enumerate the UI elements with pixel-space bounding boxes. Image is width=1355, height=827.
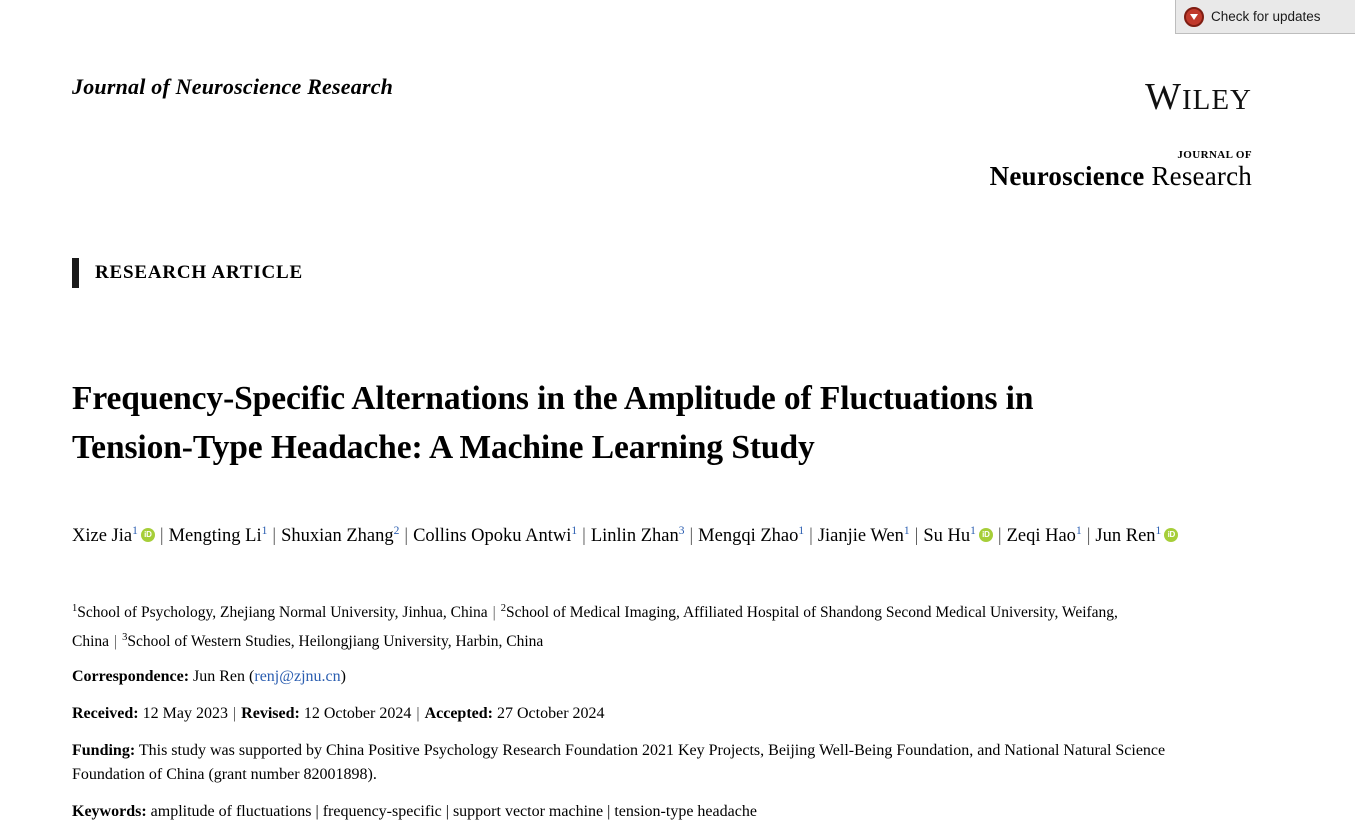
- affiliation-separator: |: [492, 604, 496, 622]
- accepted-date: 27 October 2024: [496, 705, 605, 722]
- author-entry: [413, 526, 577, 546]
- check-for-updates-badge[interactable]: [1175, 0, 1355, 34]
- correspondence-label: Correspondence:: [72, 668, 190, 685]
- author-name: Jianjie Wen: [817, 526, 904, 547]
- author-entry: [1007, 526, 1082, 546]
- wiley-logo-first-letter: W: [1145, 76, 1182, 118]
- orcid-icon[interactable]: [1164, 528, 1178, 542]
- author-separator: |: [809, 526, 813, 547]
- author-name: Xize Jia: [72, 526, 133, 547]
- accepted-label: Accepted:: [424, 705, 493, 722]
- author-name: Mengqi Zhao: [698, 526, 799, 547]
- affiliation-text: School of Medical Imaging, Affiliated Hospital of Shandong Second Medical University, Weifang, China: [72, 604, 1118, 651]
- keywords-label: Keywords:: [72, 803, 147, 820]
- author-entry: [169, 526, 268, 546]
- affiliation-marker: 3: [122, 632, 128, 644]
- revised-label: Revised:: [241, 705, 300, 722]
- crossmark-icon: [1184, 7, 1204, 27]
- article-type-label: RESEARCH ARTICLE: [95, 262, 303, 283]
- author-separator: |: [997, 526, 1002, 547]
- affiliation-text: School of Western Studies, Heilongjiang University, Harbin, China: [127, 633, 544, 651]
- received-date: 12 May 2023: [142, 705, 228, 722]
- affiliation-entry: [72, 604, 488, 621]
- funding-row: [72, 739, 1242, 787]
- author-affiliation-marker: 1: [132, 525, 138, 537]
- dates-row: [72, 702, 1242, 726]
- affiliation-text: School of Psychology, Zhejiang Normal University, Jinhua, China: [77, 604, 488, 622]
- correspondence-paren-close: ): [340, 668, 346, 685]
- received-label: Received:: [72, 705, 139, 722]
- author-separator: |: [689, 526, 694, 547]
- author-entry: [591, 526, 685, 546]
- author-affiliation-marker: 3: [678, 525, 685, 537]
- affiliation-list: [72, 596, 1182, 654]
- author-affiliation-marker: 1: [571, 525, 578, 537]
- affiliation-separator: |: [114, 633, 118, 651]
- author-entry: [1095, 526, 1178, 546]
- orcid-icon[interactable]: [979, 528, 993, 542]
- author-affiliation-marker: 1: [1075, 525, 1082, 537]
- author-entry: [281, 526, 399, 546]
- orcid-icon[interactable]: [141, 528, 155, 542]
- author-entry: [698, 526, 804, 546]
- funding-text: This study was supported by China Positive Psychology Research Foundation 2021 Key Projects, Beijing Well-Being Foundation, and National Natural Science Foundation of China (grant number 82001898).: [72, 742, 1166, 783]
- page-title: Frequency-Specific Alternations in the Amplitude of Fluctuations in Tension-Type Headache: A Machine Learning Study: [72, 380, 1034, 467]
- journal-logo-main-bold: Neuroscience: [989, 161, 1145, 191]
- keywords-text: amplitude of fluctuations | frequency-specific | support vector machine | tension-type headache: [150, 803, 757, 820]
- wiley-logo-rest: ILEY: [1181, 84, 1252, 116]
- author-separator: |: [1086, 526, 1091, 547]
- author-separator: |: [272, 526, 277, 547]
- author-separator: |: [404, 526, 409, 547]
- revised-date: 12 October 2024: [303, 705, 412, 722]
- affiliation-entry: [122, 633, 543, 650]
- affiliation-marker: 2: [500, 603, 507, 614]
- author-name: Su Hu: [923, 526, 971, 547]
- journal-logo-main: [990, 163, 1252, 190]
- author-affiliation-marker: 1: [798, 525, 805, 537]
- author-list: [72, 518, 1252, 549]
- author-affiliation-marker: 1: [903, 525, 910, 537]
- article-type: [72, 258, 303, 288]
- author-name: Jun Ren: [1095, 526, 1156, 547]
- author-separator: |: [582, 526, 586, 547]
- check-for-updates-label: Check for updates: [1211, 9, 1321, 24]
- author-name: Mengting Li: [168, 526, 262, 547]
- affiliation-marker: 1: [72, 603, 78, 614]
- article-metadata: [72, 665, 1242, 824]
- journal-logo: [990, 150, 1252, 190]
- author-separator: |: [914, 526, 919, 547]
- dates-separator-2: |: [416, 705, 420, 722]
- author-name: Linlin Zhan: [590, 526, 679, 547]
- journal-logo-main-rest: Research: [1144, 161, 1252, 191]
- author-name: Shuxian Zhang: [281, 526, 394, 547]
- article-type-bar: [72, 258, 79, 288]
- funding-label: Funding:: [72, 742, 136, 759]
- author-affiliation-marker: 2: [393, 525, 400, 537]
- author-entry: [923, 526, 993, 546]
- author-separator: |: [159, 526, 164, 547]
- author-affiliation-marker: 1: [1155, 525, 1162, 537]
- journal-name: Journal of Neuroscience Research: [72, 74, 394, 99]
- author-name: Collins Opoku Antwi: [413, 526, 572, 547]
- correspondence-email-link[interactable]: renj@zjnu.cn: [254, 668, 341, 685]
- dates-separator-1: |: [232, 705, 237, 722]
- author-entry: [818, 526, 910, 546]
- author-affiliation-marker: 1: [970, 525, 976, 537]
- author-entry: [72, 526, 155, 546]
- wiley-logo: [1145, 75, 1252, 119]
- correspondence-paren-open: (: [245, 668, 255, 685]
- correspondence-row: [72, 665, 1242, 689]
- correspondence-name: Jun Ren: [193, 668, 246, 685]
- author-name: Zeqi Hao: [1006, 526, 1076, 547]
- journal-logo-top: JOURNAL OF: [1177, 149, 1252, 161]
- keywords-row: [72, 800, 1242, 824]
- author-affiliation-marker: 1: [261, 525, 268, 537]
